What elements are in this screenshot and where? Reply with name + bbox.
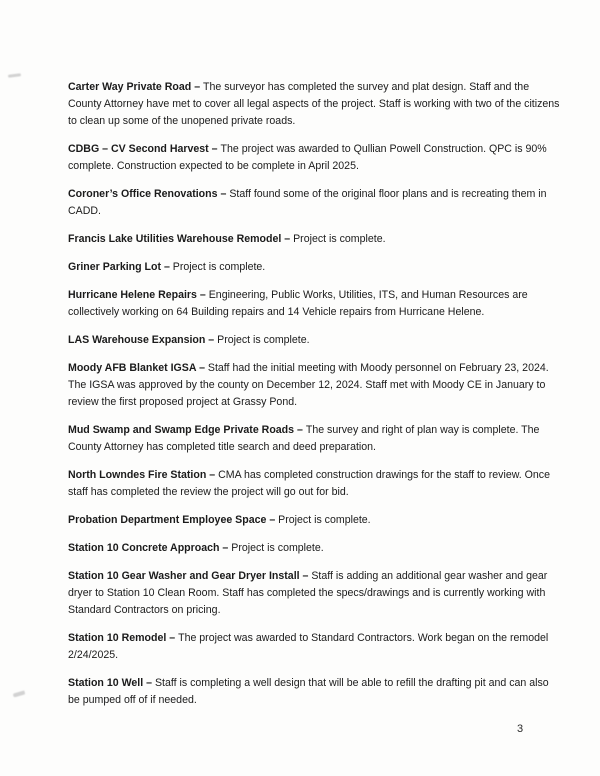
- project-paragraph: [68, 231, 560, 248]
- title-separator: –: [266, 514, 279, 526]
- title-separator: –: [166, 632, 179, 644]
- project-description: Staff found some of the original floor plans and is recreating them in CADD.: [68, 188, 547, 217]
- project-description: Staff is completing a well design that will be able to refill the drafting pit and can also be pumped off of if needed.: [68, 677, 549, 706]
- project-description: Project is complete.: [293, 233, 386, 245]
- title-separator: –: [205, 334, 218, 346]
- project-title: North Lowndes Fire Station: [68, 469, 207, 481]
- project-description: Engineering, Public Works, Utilities, ITS, and Human Resources are collectively working on 64 Building repairs and 14 Vehicle repairs from Hurricane Helene.: [68, 289, 528, 318]
- project-title: Probation Department Employee Space: [68, 514, 267, 526]
- project-description: Staff had the initial meeting with Moody personnel on February 23, 2024. The IGSA was approved by the county on December 12, 2024. Staff met with Moody CE in January to review the first proposed project at Grassy Pond.: [68, 362, 549, 408]
- project-title: Coroner’s Office Renovations: [68, 188, 218, 200]
- title-separator: –: [281, 233, 294, 245]
- project-description: The survey and right of plan way is complete. The County Attorney has completed title search and deed preparation.: [68, 424, 540, 453]
- project-paragraph: [68, 512, 560, 529]
- project-description: Project is complete.: [278, 514, 371, 526]
- project-title: Station 10 Gear Washer and Gear Dryer Install: [68, 570, 300, 582]
- project-paragraph: [68, 287, 560, 321]
- project-title: Mud Swamp and Swamp Edge Private Roads: [68, 424, 295, 436]
- project-paragraph: [68, 630, 560, 664]
- project-paragraph: [68, 141, 560, 175]
- project-paragraph: [68, 186, 560, 220]
- project-paragraph: [68, 675, 560, 709]
- project-description: The project was awarded to Qullian Powell Construction. QPC is 90% complete. Construction expected to be complete in April 2025.: [68, 143, 547, 172]
- project-title: Francis Lake Utilities Warehouse Remodel: [68, 233, 282, 245]
- project-paragraph: [68, 540, 560, 557]
- title-separator: –: [143, 677, 155, 689]
- project-title: Station 10 Well: [68, 677, 144, 689]
- project-title: Station 10 Remodel: [68, 632, 167, 644]
- scan-smudge-artifact: [8, 73, 21, 78]
- title-separator: –: [196, 289, 209, 301]
- project-description: The project was awarded to Standard Contractors. Work began on the remodel 2/24/2025.: [68, 632, 549, 661]
- project-description: The surveyor has completed the survey and plat design. Staff and the County Attorney have met to cover all legal aspects of the project. Staff is working with two of the citizens to clean up some of the unopened private roads.: [68, 81, 560, 127]
- title-separator: –: [206, 469, 219, 481]
- project-paragraph: [68, 332, 560, 349]
- title-separator: –: [219, 542, 232, 554]
- scan-smudge-artifact: [13, 690, 26, 697]
- project-title: Hurricane Helene Repairs: [68, 289, 197, 301]
- page-number: 3: [517, 723, 524, 735]
- project-title: LAS Warehouse Expansion: [68, 334, 206, 346]
- project-description: Staff is adding an additional gear washer and gear dryer to Station 10 Clean Room. Staff has completed the specs/drawings and is currently working with Standard Contractors on pricing.: [68, 570, 548, 616]
- title-separator: –: [196, 362, 208, 374]
- project-paragraph: [68, 259, 560, 276]
- title-separator: –: [299, 570, 312, 582]
- title-separator: –: [161, 261, 173, 273]
- project-paragraph: [68, 467, 560, 501]
- project-title: CDBG – CV Second Harvest: [68, 143, 209, 155]
- project-description: CMA has completed construction drawings for the staff to review. Once staff has completed the review the project will go out for bid.: [68, 469, 550, 498]
- project-description: Project is complete.: [172, 261, 266, 273]
- project-paragraph: [68, 360, 560, 411]
- project-paragraph: [68, 568, 560, 619]
- project-status-list: [68, 79, 560, 720]
- project-title: Station 10 Concrete Approach: [68, 542, 220, 554]
- title-separator: –: [294, 424, 306, 436]
- project-description: Project is complete.: [217, 334, 310, 346]
- project-title: Moody AFB Blanket IGSA: [68, 362, 197, 374]
- title-separator: –: [208, 143, 221, 155]
- project-paragraph: [68, 422, 560, 456]
- title-separator: –: [217, 188, 230, 200]
- project-description: Project is complete.: [231, 542, 324, 554]
- project-paragraph: [68, 79, 560, 130]
- project-title: Carter Way Private Road: [68, 81, 192, 93]
- project-title: Griner Parking Lot: [68, 261, 162, 273]
- title-separator: –: [191, 81, 204, 93]
